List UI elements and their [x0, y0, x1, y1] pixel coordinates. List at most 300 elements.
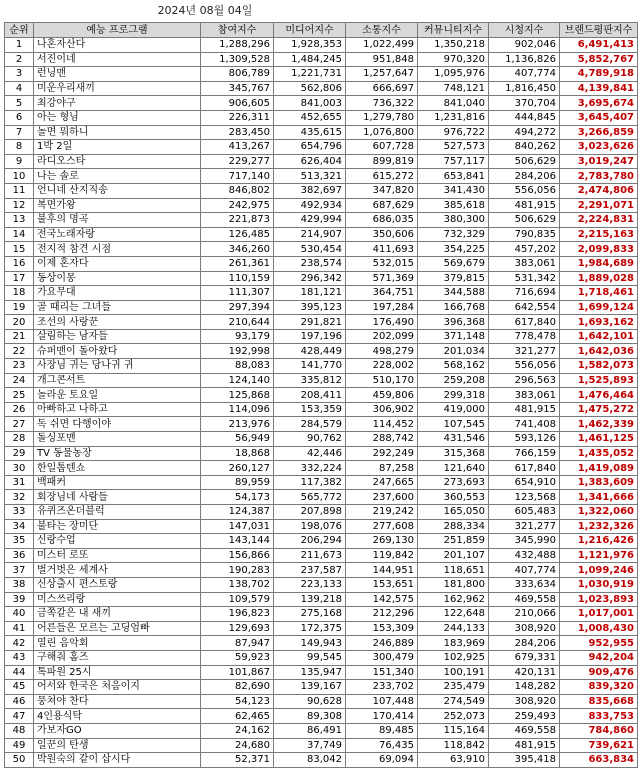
- participation-cell: 59,923: [201, 650, 274, 665]
- program-name-cell: 4인용식탁: [34, 709, 201, 724]
- program-name-cell: 라디오스타: [34, 154, 201, 169]
- header-community: 커뮤니티지수: [418, 23, 489, 38]
- media-cell: 42,446: [274, 446, 346, 461]
- program-name-cell: 열린 음악회: [34, 636, 201, 651]
- rank-cell: 33: [5, 505, 34, 520]
- media-cell: 135,947: [274, 665, 346, 680]
- program-name-cell: 서진이네: [34, 52, 201, 67]
- brand-index-cell: 1,419,089: [560, 461, 638, 476]
- community-cell: 244,133: [418, 621, 489, 636]
- participation-cell: 111,307: [201, 286, 274, 301]
- community-cell: 315,368: [418, 446, 489, 461]
- community-cell: 344,588: [418, 286, 489, 301]
- community-cell: 165,050: [418, 505, 489, 520]
- table-row: [5, 519, 638, 534]
- participation-cell: 110,159: [201, 271, 274, 286]
- viewing-cell: 679,331: [489, 650, 560, 665]
- participation-cell: 229,277: [201, 154, 274, 169]
- program-name-cell: 독 쉬면 다행이야: [34, 417, 201, 432]
- rank-cell: 48: [5, 723, 34, 738]
- participation-cell: 192,998: [201, 344, 274, 359]
- participation-cell: 62,465: [201, 709, 274, 724]
- brand-index-cell: 1,023,893: [560, 592, 638, 607]
- viewing-cell: 296,563: [489, 373, 560, 388]
- table-row: [5, 140, 638, 155]
- program-name-cell: 최강야구: [34, 96, 201, 111]
- communication-cell: 736,322: [346, 96, 418, 111]
- communication-cell: 607,728: [346, 140, 418, 155]
- participation-cell: 24,680: [201, 738, 274, 753]
- community-cell: 380,300: [418, 213, 489, 228]
- participation-cell: 190,283: [201, 563, 274, 578]
- program-name-cell: 놀면 뭐하니: [34, 125, 201, 140]
- media-cell: 395,123: [274, 300, 346, 315]
- program-name-cell: TV 동물농장: [34, 446, 201, 461]
- table-row: [5, 446, 638, 461]
- community-cell: 251,859: [418, 534, 489, 549]
- brand-index-cell: 1,699,124: [560, 300, 638, 315]
- community-cell: 360,553: [418, 490, 489, 505]
- viewing-cell: 148,282: [489, 680, 560, 695]
- community-cell: 273,693: [418, 475, 489, 490]
- communication-cell: 89,485: [346, 723, 418, 738]
- brand-index-cell: 1,476,464: [560, 388, 638, 403]
- rank-cell: 34: [5, 519, 34, 534]
- table-row: [5, 198, 638, 213]
- table-row: [5, 271, 638, 286]
- communication-cell: 202,099: [346, 329, 418, 344]
- participation-cell: 226,311: [201, 110, 274, 125]
- media-cell: 238,574: [274, 256, 346, 271]
- community-cell: 63,910: [418, 753, 489, 768]
- communication-cell: 899,819: [346, 154, 418, 169]
- community-cell: 653,841: [418, 169, 489, 184]
- table-row: [5, 505, 638, 520]
- media-cell: 1,221,731: [274, 67, 346, 82]
- brand-index-cell: 1,383,609: [560, 475, 638, 490]
- media-cell: 296,342: [274, 271, 346, 286]
- table-row: [5, 110, 638, 125]
- rank-cell: 19: [5, 300, 34, 315]
- program-name-cell: 금쪽같은 내 새끼: [34, 607, 201, 622]
- communication-cell: 1,257,647: [346, 67, 418, 82]
- rank-cell: 45: [5, 680, 34, 695]
- community-cell: 201,107: [418, 548, 489, 563]
- table-row: [5, 534, 638, 549]
- table-row: [5, 344, 638, 359]
- rank-cell: 24: [5, 373, 34, 388]
- community-cell: 118,651: [418, 563, 489, 578]
- brand-index-cell: 1,099,246: [560, 563, 638, 578]
- table-row: [5, 183, 638, 198]
- program-name-cell: 돌싱포맨: [34, 432, 201, 447]
- brand-index-cell: 3,266,859: [560, 125, 638, 140]
- program-name-cell: 톡파원 25시: [34, 665, 201, 680]
- brand-index-cell: 952,955: [560, 636, 638, 651]
- media-cell: 86,491: [274, 723, 346, 738]
- brand-index-cell: 739,621: [560, 738, 638, 753]
- header-media: 미디어지수: [274, 23, 346, 38]
- viewing-cell: 1,816,450: [489, 81, 560, 96]
- rank-cell: 8: [5, 140, 34, 155]
- participation-cell: 82,690: [201, 680, 274, 695]
- brand-index-cell: 1,216,426: [560, 534, 638, 549]
- communication-cell: 288,742: [346, 432, 418, 447]
- communication-cell: 347,820: [346, 183, 418, 198]
- rank-cell: 14: [5, 227, 34, 242]
- program-name-cell: 나는 솔로: [34, 169, 201, 184]
- viewing-cell: 321,277: [489, 344, 560, 359]
- media-cell: 198,076: [274, 519, 346, 534]
- viewing-cell: 308,920: [489, 694, 560, 709]
- viewing-cell: 481,915: [489, 198, 560, 213]
- communication-cell: 144,951: [346, 563, 418, 578]
- media-cell: 530,454: [274, 242, 346, 257]
- media-cell: 654,796: [274, 140, 346, 155]
- viewing-cell: 840,262: [489, 140, 560, 155]
- communication-cell: 212,296: [346, 607, 418, 622]
- viewing-cell: 469,558: [489, 723, 560, 738]
- participation-cell: 261,361: [201, 256, 274, 271]
- communication-cell: 459,806: [346, 388, 418, 403]
- participation-cell: 124,387: [201, 505, 274, 520]
- table-row: [5, 154, 638, 169]
- media-cell: 382,697: [274, 183, 346, 198]
- table-row: [5, 300, 638, 315]
- rank-cell: 15: [5, 242, 34, 257]
- brand-index-cell: 839,320: [560, 680, 638, 695]
- media-cell: 99,545: [274, 650, 346, 665]
- communication-cell: 1,279,780: [346, 110, 418, 125]
- media-cell: 149,943: [274, 636, 346, 651]
- brand-index-cell: 1,642,101: [560, 329, 638, 344]
- brand-index-cell: 1,008,430: [560, 621, 638, 636]
- rank-cell: 16: [5, 256, 34, 271]
- participation-cell: 52,371: [201, 753, 274, 768]
- brand-index-cell: 1,475,272: [560, 402, 638, 417]
- table-row: [5, 169, 638, 184]
- program-name-cell: 불후의 명곡: [34, 213, 201, 228]
- viewing-cell: 308,920: [489, 621, 560, 636]
- communication-cell: 69,094: [346, 753, 418, 768]
- viewing-cell: 481,915: [489, 402, 560, 417]
- community-cell: 527,573: [418, 140, 489, 155]
- rank-cell: 43: [5, 650, 34, 665]
- table-row: [5, 753, 638, 768]
- table-row: [5, 329, 638, 344]
- communication-cell: 292,249: [346, 446, 418, 461]
- communication-cell: 246,889: [346, 636, 418, 651]
- header-viewing: 시청지수: [489, 23, 560, 38]
- communication-cell: 951,848: [346, 52, 418, 67]
- brand-reputation-table: [4, 22, 638, 768]
- media-cell: 139,218: [274, 592, 346, 607]
- brand-index-cell: 2,474,806: [560, 183, 638, 198]
- viewing-cell: 370,704: [489, 96, 560, 111]
- community-cell: 181,800: [418, 577, 489, 592]
- program-name-cell: 벌거벗은 세계사: [34, 563, 201, 578]
- rank-cell: 5: [5, 96, 34, 111]
- rank-cell: 25: [5, 388, 34, 403]
- media-cell: 492,934: [274, 198, 346, 213]
- table-body: [5, 38, 638, 768]
- viewing-cell: 506,629: [489, 154, 560, 169]
- media-cell: 435,615: [274, 125, 346, 140]
- brand-index-cell: 2,224,831: [560, 213, 638, 228]
- communication-cell: 666,697: [346, 81, 418, 96]
- brand-index-cell: 3,695,674: [560, 96, 638, 111]
- rank-cell: 35: [5, 534, 34, 549]
- program-name-cell: 아빠하고 나하고: [34, 402, 201, 417]
- viewing-cell: 654,910: [489, 475, 560, 490]
- table-row: [5, 650, 638, 665]
- communication-cell: 237,600: [346, 490, 418, 505]
- program-name-cell: 뭉쳐야 찬다: [34, 694, 201, 709]
- viewing-cell: 506,629: [489, 213, 560, 228]
- media-cell: 1,484,245: [274, 52, 346, 67]
- community-cell: 274,549: [418, 694, 489, 709]
- program-name-cell: 회장님네 사람들: [34, 490, 201, 505]
- rank-cell: 41: [5, 621, 34, 636]
- brand-index-cell: 1,718,461: [560, 286, 638, 301]
- brand-index-cell: 1,984,689: [560, 256, 638, 271]
- table-row: [5, 359, 638, 374]
- table-row: [5, 402, 638, 417]
- media-cell: 626,404: [274, 154, 346, 169]
- participation-cell: 54,123: [201, 694, 274, 709]
- community-cell: 385,618: [418, 198, 489, 213]
- participation-cell: 846,802: [201, 183, 274, 198]
- media-cell: 214,907: [274, 227, 346, 242]
- community-cell: 757,117: [418, 154, 489, 169]
- community-cell: 841,040: [418, 96, 489, 111]
- brand-index-cell: 1,889,028: [560, 271, 638, 286]
- rank-cell: 37: [5, 563, 34, 578]
- media-cell: 429,994: [274, 213, 346, 228]
- viewing-cell: 284,206: [489, 169, 560, 184]
- communication-cell: 176,490: [346, 315, 418, 330]
- viewing-cell: 593,126: [489, 432, 560, 447]
- rank-cell: 26: [5, 402, 34, 417]
- community-cell: 102,925: [418, 650, 489, 665]
- program-name-cell: 개그콘서트: [34, 373, 201, 388]
- community-cell: 115,164: [418, 723, 489, 738]
- viewing-cell: 494,272: [489, 125, 560, 140]
- rank-cell: 7: [5, 125, 34, 140]
- rank-cell: 13: [5, 213, 34, 228]
- program-name-cell: 조선의 사랑꾼: [34, 315, 201, 330]
- viewing-cell: 766,159: [489, 446, 560, 461]
- table-row: [5, 709, 638, 724]
- program-name-cell: 어른들은 모르는 고딩엄빠: [34, 621, 201, 636]
- rank-cell: 18: [5, 286, 34, 301]
- brand-index-cell: 6,491,413: [560, 38, 638, 53]
- program-name-cell: 슈퍼맨이 돌아왔다: [34, 344, 201, 359]
- participation-cell: 18,868: [201, 446, 274, 461]
- viewing-cell: 407,774: [489, 563, 560, 578]
- table-row: [5, 67, 638, 82]
- participation-cell: 196,823: [201, 607, 274, 622]
- media-cell: 139,167: [274, 680, 346, 695]
- communication-cell: 114,452: [346, 417, 418, 432]
- program-name-cell: 나혼자산다: [34, 38, 201, 53]
- media-cell: 208,411: [274, 388, 346, 403]
- viewing-cell: 395,418: [489, 753, 560, 768]
- viewing-cell: 1,136,826: [489, 52, 560, 67]
- brand-index-cell: 1,435,052: [560, 446, 638, 461]
- program-name-cell: 미스터 로또: [34, 548, 201, 563]
- program-name-cell: 한일톱텐쇼: [34, 461, 201, 476]
- header-rank: 순위: [5, 23, 34, 38]
- rank-cell: 23: [5, 359, 34, 374]
- communication-cell: 306,902: [346, 402, 418, 417]
- media-cell: 275,168: [274, 607, 346, 622]
- participation-cell: 147,031: [201, 519, 274, 534]
- viewing-cell: 432,488: [489, 548, 560, 563]
- media-cell: 428,449: [274, 344, 346, 359]
- viewing-cell: 383,061: [489, 388, 560, 403]
- table-row: [5, 592, 638, 607]
- program-name-cell: 일꾼의 탄생: [34, 738, 201, 753]
- communication-cell: 107,448: [346, 694, 418, 709]
- community-cell: 122,648: [418, 607, 489, 622]
- program-name-cell: 복면가왕: [34, 198, 201, 213]
- table-row: [5, 417, 638, 432]
- media-cell: 452,655: [274, 110, 346, 125]
- communication-cell: 197,284: [346, 300, 418, 315]
- brand-index-cell: 2,099,833: [560, 242, 638, 257]
- rank-cell: 1: [5, 38, 34, 53]
- brand-index-cell: 2,783,780: [560, 169, 638, 184]
- community-cell: 431,546: [418, 432, 489, 447]
- participation-cell: 1,288,296: [201, 38, 274, 53]
- program-name-cell: 미운우리새끼: [34, 81, 201, 96]
- participation-cell: 210,644: [201, 315, 274, 330]
- program-name-cell: 언니네 산지직송: [34, 183, 201, 198]
- media-cell: 284,579: [274, 417, 346, 432]
- community-cell: 299,318: [418, 388, 489, 403]
- community-cell: 259,208: [418, 373, 489, 388]
- media-cell: 117,382: [274, 475, 346, 490]
- brand-index-cell: 4,789,918: [560, 67, 638, 82]
- program-name-cell: 구해줘 홈즈: [34, 650, 201, 665]
- rank-cell: 36: [5, 548, 34, 563]
- table-row: [5, 125, 638, 140]
- media-cell: 291,821: [274, 315, 346, 330]
- program-name-cell: 아는 형님: [34, 110, 201, 125]
- participation-cell: 906,605: [201, 96, 274, 111]
- communication-cell: 233,702: [346, 680, 418, 695]
- table-row: [5, 242, 638, 257]
- viewing-cell: 284,206: [489, 636, 560, 651]
- brand-index-cell: 909,476: [560, 665, 638, 680]
- communication-cell: 615,272: [346, 169, 418, 184]
- brand-index-cell: 3,023,626: [560, 140, 638, 155]
- viewing-cell: 469,558: [489, 592, 560, 607]
- viewing-cell: 210,066: [489, 607, 560, 622]
- media-cell: 181,121: [274, 286, 346, 301]
- rank-cell: 17: [5, 271, 34, 286]
- table-row: [5, 52, 638, 67]
- participation-cell: 109,579: [201, 592, 274, 607]
- participation-cell: 221,873: [201, 213, 274, 228]
- brand-index-cell: 942,204: [560, 650, 638, 665]
- viewing-cell: 716,694: [489, 286, 560, 301]
- participation-cell: 283,450: [201, 125, 274, 140]
- brand-index-cell: 3,645,407: [560, 110, 638, 125]
- participation-cell: 138,702: [201, 577, 274, 592]
- viewing-cell: 556,056: [489, 183, 560, 198]
- media-cell: 841,003: [274, 96, 346, 111]
- communication-cell: 532,015: [346, 256, 418, 271]
- community-cell: 183,969: [418, 636, 489, 651]
- community-cell: 569,679: [418, 256, 489, 271]
- rank-cell: 40: [5, 607, 34, 622]
- media-cell: 90,762: [274, 432, 346, 447]
- community-cell: 354,225: [418, 242, 489, 257]
- table-row: [5, 96, 638, 111]
- community-cell: 107,545: [418, 417, 489, 432]
- program-name-cell: 런닝맨: [34, 67, 201, 82]
- viewing-cell: 259,493: [489, 709, 560, 724]
- brand-index-cell: 1,461,125: [560, 432, 638, 447]
- brand-index-cell: 784,860: [560, 723, 638, 738]
- participation-cell: 56,949: [201, 432, 274, 447]
- participation-cell: 101,867: [201, 665, 274, 680]
- rank-cell: 3: [5, 67, 34, 82]
- media-cell: 332,224: [274, 461, 346, 476]
- brand-index-cell: 1,030,919: [560, 577, 638, 592]
- communication-cell: 170,414: [346, 709, 418, 724]
- table-row: [5, 286, 638, 301]
- participation-cell: 143,144: [201, 534, 274, 549]
- participation-cell: 156,866: [201, 548, 274, 563]
- communication-cell: 277,608: [346, 519, 418, 534]
- rank-cell: 44: [5, 665, 34, 680]
- media-cell: 37,749: [274, 738, 346, 753]
- participation-cell: 213,976: [201, 417, 274, 432]
- header-brand-index: 브랜드평판지수: [560, 23, 638, 38]
- table-row: [5, 636, 638, 651]
- table-row: [5, 490, 638, 505]
- program-name-cell: 어서와 한국은 처음이지: [34, 680, 201, 695]
- media-cell: 237,587: [274, 563, 346, 578]
- program-name-cell: 1박 2일: [34, 140, 201, 155]
- community-cell: 379,815: [418, 271, 489, 286]
- brand-index-cell: 1,341,666: [560, 490, 638, 505]
- rank-cell: 39: [5, 592, 34, 607]
- communication-cell: 1,076,800: [346, 125, 418, 140]
- viewing-cell: 333,634: [489, 577, 560, 592]
- communication-cell: 76,435: [346, 738, 418, 753]
- participation-cell: 806,789: [201, 67, 274, 82]
- community-cell: 288,334: [418, 519, 489, 534]
- brand-index-cell: 3,019,247: [560, 154, 638, 169]
- participation-cell: 260,127: [201, 461, 274, 476]
- viewing-cell: 617,840: [489, 315, 560, 330]
- viewing-cell: 617,840: [489, 461, 560, 476]
- communication-cell: 510,170: [346, 373, 418, 388]
- community-cell: 419,000: [418, 402, 489, 417]
- table-row: [5, 680, 638, 695]
- viewing-cell: 556,056: [489, 359, 560, 374]
- media-cell: 197,196: [274, 329, 346, 344]
- rank-cell: 20: [5, 315, 34, 330]
- program-name-cell: 전국노래자랑: [34, 227, 201, 242]
- community-cell: 976,722: [418, 125, 489, 140]
- communication-cell: 300,479: [346, 650, 418, 665]
- participation-cell: 125,868: [201, 388, 274, 403]
